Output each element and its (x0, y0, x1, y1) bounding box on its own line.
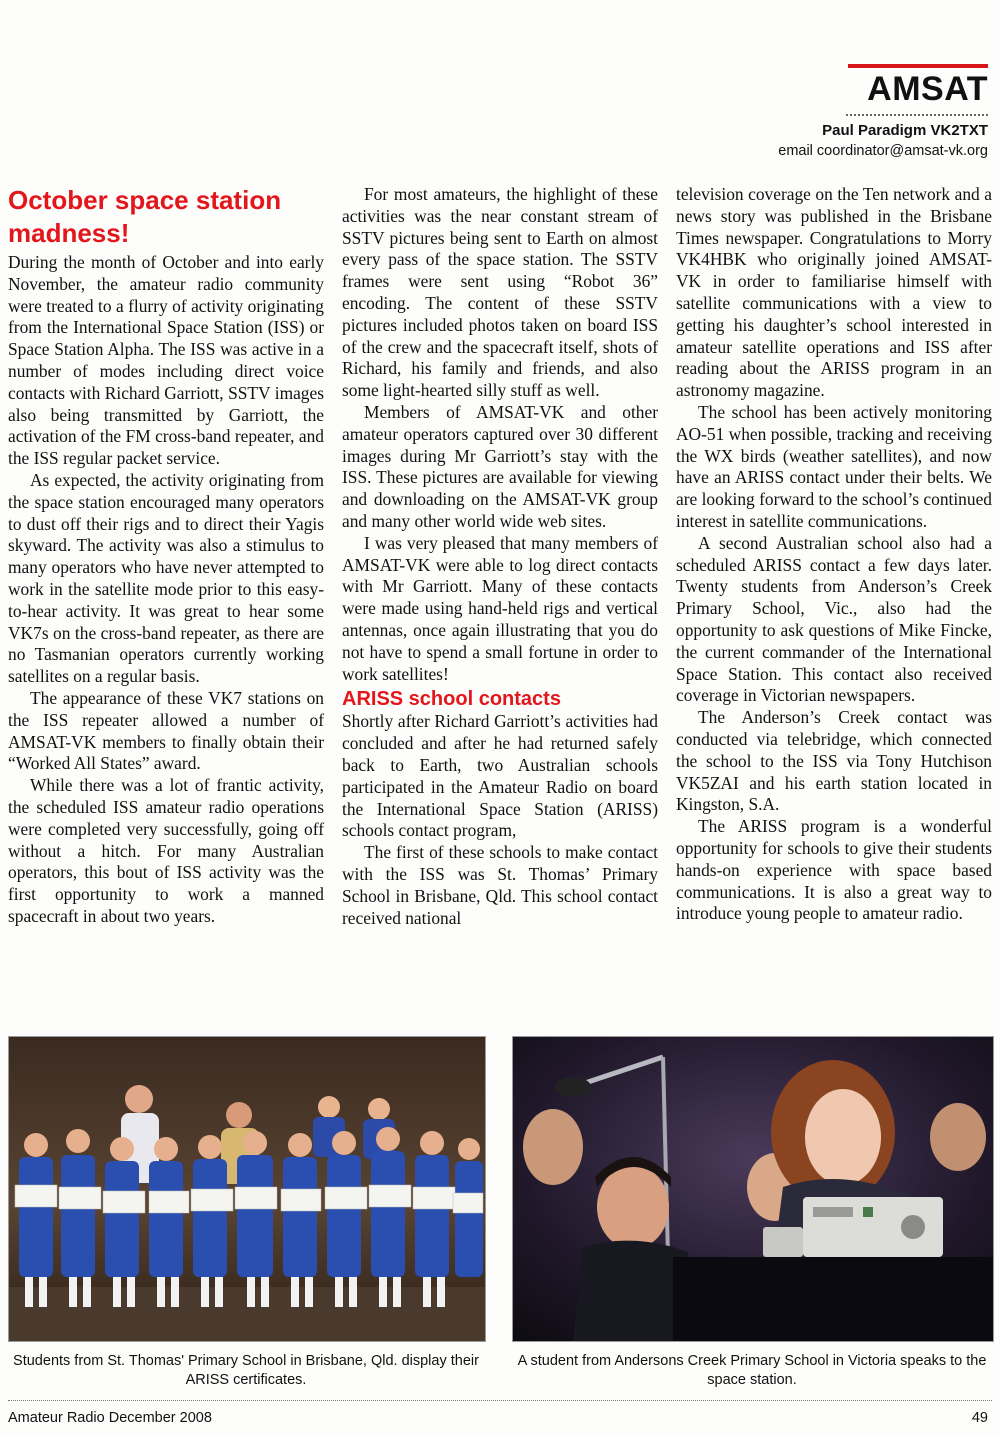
author-name: Paul Paradigm VK2TXT (822, 122, 988, 139)
paragraph: The appearance of these VK7 stations on the ISS repeater allowed a number of AMSAT-VK members to finally obtain their “Worked All States” award. (8, 687, 324, 774)
article-title: October space station madness! (8, 185, 282, 248)
paragraph: Shortly after Richard Garriott’s activities had concluded and after he had returned safely back to Earth, two Australian schools participated in the Amateur Radio on board the International Space Station (ARISS) schools contact program, (342, 711, 658, 841)
section-name: AMSAT (867, 70, 988, 108)
paragraph: I was very pleased that many members of AMSAT-VK were able to log direct contacts with Mr Garriott. Many of these contacts were made using hand-held rigs and vertical antennas, once again illustrating that you do not have to spend a small fortune in order to work satellites! (342, 532, 658, 684)
header-dotted-rule (846, 114, 988, 116)
header-red-rule (848, 64, 988, 68)
paragraph: The school has been actively monitoring AO-51 when possible, tracking and receiving the WX birds (weather satellites), and now have an ARISS contact under their belts. We are looking forward to the school’s continued interest in satellite communications. (676, 401, 992, 531)
photo-caption-2: A student from Andersons Creek Primary School in Victoria speaks to the space station. (517, 1353, 987, 1388)
paragraph: The ARISS program is a wonderful opportunity for schools to give their students hands-on experience with space based communications. It is also a great way to introduce young people to amateur radio. (676, 816, 992, 924)
section-subhead: ARISS school contacts (342, 688, 561, 711)
article-column-1 (8, 184, 324, 928)
footer-publication: Amateur Radio December 2008 (8, 1410, 212, 1426)
author-email: email coordinator@amsat-vk.org (778, 143, 988, 159)
microphone-photo-illustration (513, 1037, 993, 1341)
paragraph: Members of AMSAT-VK and other amateur operators captured over 30 different images during Mr Garriott’s stay with the ISS. These pictures are available for viewing and downloading on the AMSAT-VK group and many other world wide web sites. (342, 401, 658, 531)
photo-caption-1: Students from St. Thomas' Primary School in Brisbane, Qld. display their ARISS certificates. (13, 1353, 479, 1388)
photo-st-thomas-students (8, 1036, 486, 1342)
paragraph: television coverage on the Ten network and a news story was published in the Brisbane Times newspaper. Congratulations to Morry VK4HBK who originally joined AMSAT-VK in order to familiarise himself with satellite communications with a view to getting his daughter’s school interested in amateur satellite operations and ISS after reading about the ARISS program in an astronomy magazine. (676, 184, 992, 401)
students-photo-illustration (9, 1037, 485, 1341)
paragraph: A second Australian school also had a scheduled ARISS contact a few days later. Twenty students from Anderson’s Creek Primary School, Vic., also had the opportunity to ask questions of Mike Fincke, the current commander of the International Space Station. This contact also received coverage in Victorian newspapers. (676, 532, 992, 706)
paragraph: The Anderson’s Creek contact was conducted via telebridge, which connected the school to the ISS via Tony Hutchison VK5ZAI and his earth station located in Kingston, S.A. (676, 707, 992, 815)
footer-dotted-rule (8, 1400, 992, 1401)
article-column-3 (676, 184, 992, 925)
paragraph: During the month of October and into early November, the amateur radio community were treated to a flurry of activity originating from the International Space Station (ISS) or Space Station Alpha. The ISS was active in a number of modes including direct voice contacts with Richard Garriott, SSTV images also being transmitted by Garriott, the activation of the FM cross-band repeater, and the ISS regular packet service. (8, 252, 324, 469)
paragraph: As expected, the activity originating from the space station encouraged many operators to dust off their rigs and to direct their Yagis skyward. The activity was also a stimulus to many operators who have never attempted to work in the satellite mode prior to this easy-to-hear activity. It was great to hear some VK7s on the cross-band repeater, as there are no Tasmanian operators currently working satellites on a regular basis. (8, 469, 324, 687)
photo-andersons-creek-student (512, 1036, 994, 1342)
article-column-2 (342, 184, 658, 929)
paragraph: For most amateurs, the highlight of these activities was the near constant stream of SSTV pictures being sent to Earth on almost every pass of the space station. The SSTV frames were sent using “Robot 36” encoding. The content of these SSTV pictures included photos taken on board ISS of the crew and the spacecraft itself, shots of Richard, his family and friends, and also some light-hearted silly stuff as well. (342, 184, 658, 401)
paragraph: The first of these schools to make contact with the ISS was St. Thomas’ Primary School in Brisbane, Qld. This school contact received national (342, 842, 658, 928)
page-number: 49 (971, 1410, 988, 1426)
paragraph: While there was a lot of frantic activity, the scheduled ISS amateur radio operations were completed very successfully, going off without a hitch. For many Australian operators, this bout of ISS activity was the first opportunity to work a manned spacecraft in about two years. (8, 775, 324, 926)
